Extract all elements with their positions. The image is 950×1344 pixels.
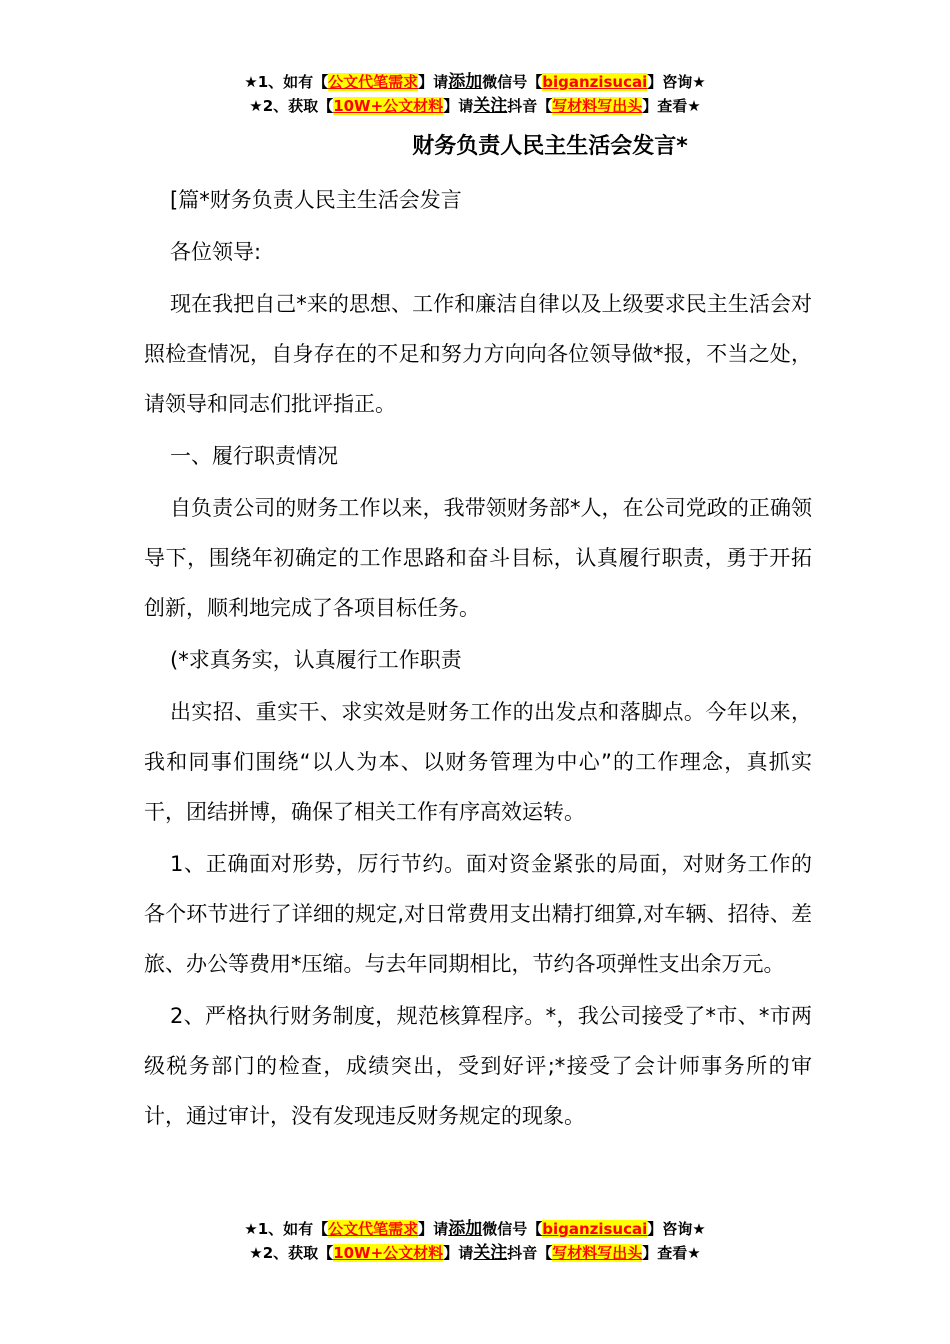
banner-highlight: 写材料写出头 bbox=[552, 1244, 643, 1262]
banner-line-2 bbox=[0, 94, 950, 118]
top-banner bbox=[0, 70, 950, 118]
paragraph: 1、正确面对形势，厉行节约。面对资金紧张的局面，对财务工作的各个环节进行了详细的规定,对日常费用支出精打细算,对车辆、招待、差旅、办公等费用*压缩。与去年同期相比，节约各项弹性支出余万元。 bbox=[144, 852, 812, 976]
paragraph: 2、严格执行财务制度，规范核算程序。*，我公司接受了*市、*市两级税务部门的检查，成绩突出，受到好评;*接受了会计师事务所的审计，通过审计，没有发现违反财务规定的现象。 bbox=[144, 1004, 812, 1128]
banner-text: 】请 bbox=[418, 73, 449, 91]
banner-text: 】咨询★ bbox=[647, 1220, 706, 1238]
banner-line-1 bbox=[0, 70, 950, 94]
banner-text: ★1、如有【 bbox=[244, 73, 329, 91]
banner-emphasis: 关注 bbox=[473, 1243, 508, 1263]
banner-emphasis: 关注 bbox=[473, 96, 508, 116]
banner-text: 】请 bbox=[443, 1244, 474, 1262]
banner-text: 】查看★ bbox=[642, 97, 701, 115]
banner-highlight: biganzisucai bbox=[542, 73, 648, 91]
banner-text: 微信号【 bbox=[482, 73, 543, 91]
banner-line-1 bbox=[0, 1217, 950, 1241]
paragraph: 自负责公司的财务工作以来，我带领财务部*人，在公司党政的正确领导下，围绕年初确定的工作思路和奋斗目标，认真履行职责，勇于开拓创新，顺利地完成了各项目标任务。 bbox=[144, 496, 812, 620]
banner-text: ★2、获取【 bbox=[249, 1244, 334, 1262]
banner-emphasis: 添加 bbox=[448, 1219, 483, 1239]
subsection-heading: (*求真务实，认真履行工作职责 bbox=[170, 648, 462, 672]
banner-text: 抖音【 bbox=[507, 97, 553, 115]
banner-text: ★2、获取【 bbox=[249, 97, 334, 115]
paragraph: 各位领导: bbox=[170, 240, 262, 264]
banner-highlight: 公文代笔需求 bbox=[328, 1220, 419, 1238]
banner-highlight: 写材料写出头 bbox=[552, 97, 643, 115]
banner-text: 】请 bbox=[443, 97, 474, 115]
banner-highlight: 10W+公文材料 bbox=[333, 1244, 444, 1262]
banner-text: 】咨询★ bbox=[647, 73, 706, 91]
document-title: 财务负责人民主生活会发言* bbox=[412, 134, 688, 159]
banner-text: 】请 bbox=[418, 1220, 449, 1238]
banner-emphasis: 添加 bbox=[448, 72, 483, 92]
paragraph: [篇*财务负责人民主生活会发言 bbox=[170, 188, 462, 212]
banner-highlight: 公文代笔需求 bbox=[328, 73, 419, 91]
banner-text: 】查看★ bbox=[642, 1244, 701, 1262]
banner-text: ★1、如有【 bbox=[244, 1220, 329, 1238]
paragraph: 出实招、重实干、求实效是财务工作的出发点和落脚点。今年以来，我和同事们围绕“以人为本、以财务管理为中心”的工作理念，真抓实干，团结拼博，确保了相关工作有序高效运转。 bbox=[144, 700, 812, 824]
paragraph: 现在我把自己*来的思想、工作和廉洁自律以及上级要求民主生活会对照检查情况，自身存在的不足和努力方向向各位领导做*报，不当之处，请领导和同志们批评指正。 bbox=[144, 292, 812, 416]
banner-line-2 bbox=[0, 1241, 950, 1265]
banner-text: 抖音【 bbox=[507, 1244, 553, 1262]
bottom-banner bbox=[0, 1217, 950, 1265]
section-heading: 一、履行职责情况 bbox=[170, 444, 338, 468]
banner-highlight: biganzisucai bbox=[542, 1220, 648, 1238]
document-body bbox=[144, 175, 812, 1143]
banner-highlight: 10W+公文材料 bbox=[333, 97, 444, 115]
banner-text: 微信号【 bbox=[482, 1220, 543, 1238]
